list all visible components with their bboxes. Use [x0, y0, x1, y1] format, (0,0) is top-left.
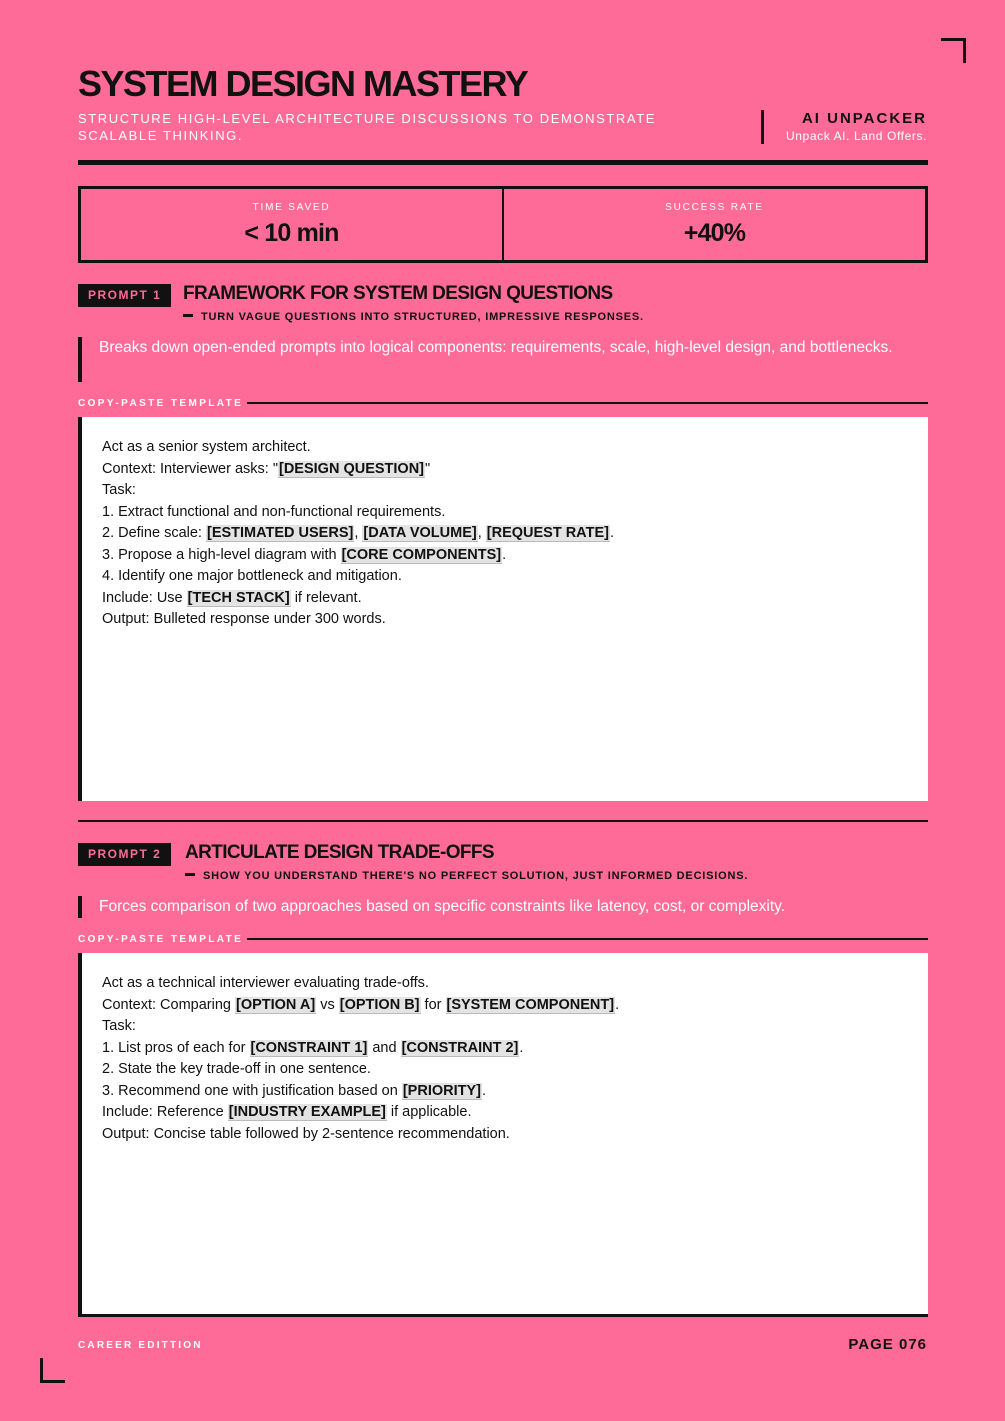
- template-line: [102, 566, 614, 588]
- placeholder-token: [CONSTRAINT 2]: [401, 1039, 519, 1056]
- prompt-2-description: Forces comparison of two approaches based on specific constraints like latency, cost, or complexity.: [99, 898, 786, 915]
- header-rule: [78, 160, 928, 165]
- dash-icon: [183, 314, 193, 317]
- template-text: .: [502, 546, 507, 563]
- dash-icon: [185, 873, 195, 876]
- placeholder-token: [REQUEST RATE]: [486, 525, 609, 541]
- template-text: 3. Recommend one with justification based on: [102, 1082, 402, 1099]
- brand-divider: [761, 110, 764, 144]
- stat-value: < 10 min: [244, 219, 339, 247]
- prompt-1-template-box[interactable]: [78, 417, 928, 801]
- placeholder-token: [DATA VOLUME]: [363, 525, 477, 541]
- stat-value: +40%: [683, 219, 746, 247]
- template-text: .: [519, 1039, 524, 1056]
- template-label: COPY-PASTE TEMPLATE: [78, 934, 244, 945]
- template-text: if applicable.: [386, 1104, 472, 1120]
- template-text: Include: Use: [102, 589, 187, 606]
- placeholder-token: [SYSTEM COMPONENT]: [446, 996, 615, 1013]
- prompt-1-description: Breaks down open-ended prompts into logical components: requirements, scale, high-level design, and bottlenecks.: [99, 339, 893, 356]
- template-line: [102, 1081, 619, 1103]
- prompt-1-badge: PROMPT 1: [78, 284, 171, 307]
- template-line: [102, 480, 614, 502]
- section-divider: [78, 820, 928, 822]
- template-line: [102, 1124, 619, 1146]
- template-text: Task:: [102, 482, 136, 498]
- template-line: [102, 459, 614, 481]
- template-text: for: [420, 996, 446, 1013]
- brand-name: AI UNPACKER: [801, 110, 927, 127]
- stat-label: TIME SAVED: [252, 202, 331, 213]
- template-label: COPY-PASTE TEMPLATE: [78, 398, 244, 409]
- prompt-2-tagline: SHOW YOU UNDERSTAND THERE'S NO PERFECT SOLUTION, JUST INFORMED DECISIONS.: [203, 870, 749, 882]
- template-text: ": [425, 460, 431, 477]
- template-text: 1. List pros of each for: [102, 1039, 250, 1056]
- corner-mark-bottom-left: [40, 1358, 65, 1383]
- prompt-2-template-box[interactable]: [78, 953, 928, 1317]
- template-text: if relevant.: [290, 589, 362, 606]
- template-rule: [247, 938, 928, 940]
- template-line: [102, 995, 619, 1017]
- template-line: [102, 437, 614, 459]
- description-accent-bar: [78, 896, 82, 918]
- placeholder-token: [CORE COMPONENTS]: [341, 546, 502, 563]
- placeholder-token: [ESTIMATED USERS]: [206, 525, 354, 541]
- prompt-1-tagline: TURN VAGUE QUESTIONS INTO STRUCTURED, IMPRESSIVE RESPONSES.: [201, 311, 644, 323]
- prompt-2-template-text[interactable]: [102, 973, 619, 1145]
- template-line: [102, 502, 614, 524]
- prompt-2-title: ARTICULATE DESIGN TRADE-OFFS: [185, 842, 495, 863]
- template-text: Output: Concise table followed by 2-sentence recommendation.: [102, 1125, 510, 1142]
- template-line: [102, 973, 619, 995]
- corner-mark-top-right: [941, 38, 966, 63]
- template-line: [102, 1102, 619, 1124]
- template-text: .: [609, 525, 614, 541]
- template-text: .: [481, 1082, 487, 1099]
- page-number: PAGE 076: [848, 1336, 927, 1353]
- template-text: ,: [354, 525, 363, 541]
- description-accent-bar: [78, 337, 82, 382]
- template-text: Act as a senior system architect.: [102, 439, 311, 455]
- brand-tagline: Unpack AI. Land Offers.: [786, 129, 927, 143]
- template-line: [102, 1016, 619, 1038]
- template-text: 4. Identify one major bottleneck and mitigation.: [102, 568, 402, 584]
- placeholder-token: [PRIORITY]: [402, 1082, 481, 1099]
- placeholder-token: [DESIGN QUESTION]: [279, 460, 425, 477]
- prompt-1-template-text[interactable]: [102, 437, 614, 631]
- template-text: 2. State the key trade-off in one sentence.: [102, 1061, 371, 1077]
- template-text: ,: [477, 525, 486, 541]
- stat-success-rate: [502, 189, 925, 260]
- template-text: Context: Interviewer asks: ": [102, 460, 278, 477]
- placeholder-token: [CONSTRAINT 1]: [250, 1039, 368, 1056]
- page-title: SYSTEM DESIGN MASTERY: [78, 63, 528, 104]
- template-rule: [247, 402, 928, 404]
- placeholder-token: [TECH STACK]: [187, 589, 290, 606]
- template-text: Task:: [102, 1018, 136, 1034]
- stats-panel: [78, 186, 928, 263]
- stat-time-saved: [81, 189, 502, 260]
- placeholder-token: [OPTION A]: [235, 996, 316, 1013]
- template-text: 2. Define scale:: [102, 525, 206, 541]
- page-subtitle: STRUCTURE HIGH-LEVEL ARCHITECTURE DISCUSSIONS TO DEMONSTRATE SCALABLE THINKING.: [78, 111, 657, 143]
- template-text: 3. Propose a high-level diagram with: [102, 546, 341, 563]
- edition-label: CAREER EDITTION: [78, 1340, 203, 1351]
- template-text: Include: Reference: [102, 1104, 228, 1120]
- template-text: Act as a technical interviewer evaluating trade-offs.: [102, 975, 429, 991]
- placeholder-token: [OPTION B]: [339, 996, 420, 1013]
- prompt-2-badge: PROMPT 2: [78, 843, 171, 866]
- template-line: [102, 1038, 619, 1060]
- template-line: [102, 545, 614, 567]
- template-text: vs: [316, 996, 339, 1013]
- template-line: [102, 609, 614, 631]
- template-line: [102, 523, 614, 545]
- placeholder-token: [INDUSTRY EXAMPLE]: [228, 1104, 386, 1120]
- prompt-1-title: FRAMEWORK FOR SYSTEM DESIGN QUESTIONS: [183, 283, 613, 304]
- template-text: 1. Extract functional and non-functional requirements.: [102, 503, 446, 520]
- template-text: Output: Bulleted response under 300 words.: [102, 611, 386, 627]
- stat-label: SUCCESS RATE: [665, 202, 764, 213]
- template-line: [102, 588, 614, 610]
- template-text: and: [368, 1039, 401, 1056]
- template-line: [102, 1059, 619, 1081]
- template-text: Context: Comparing: [102, 996, 235, 1013]
- template-text: .: [615, 996, 620, 1013]
